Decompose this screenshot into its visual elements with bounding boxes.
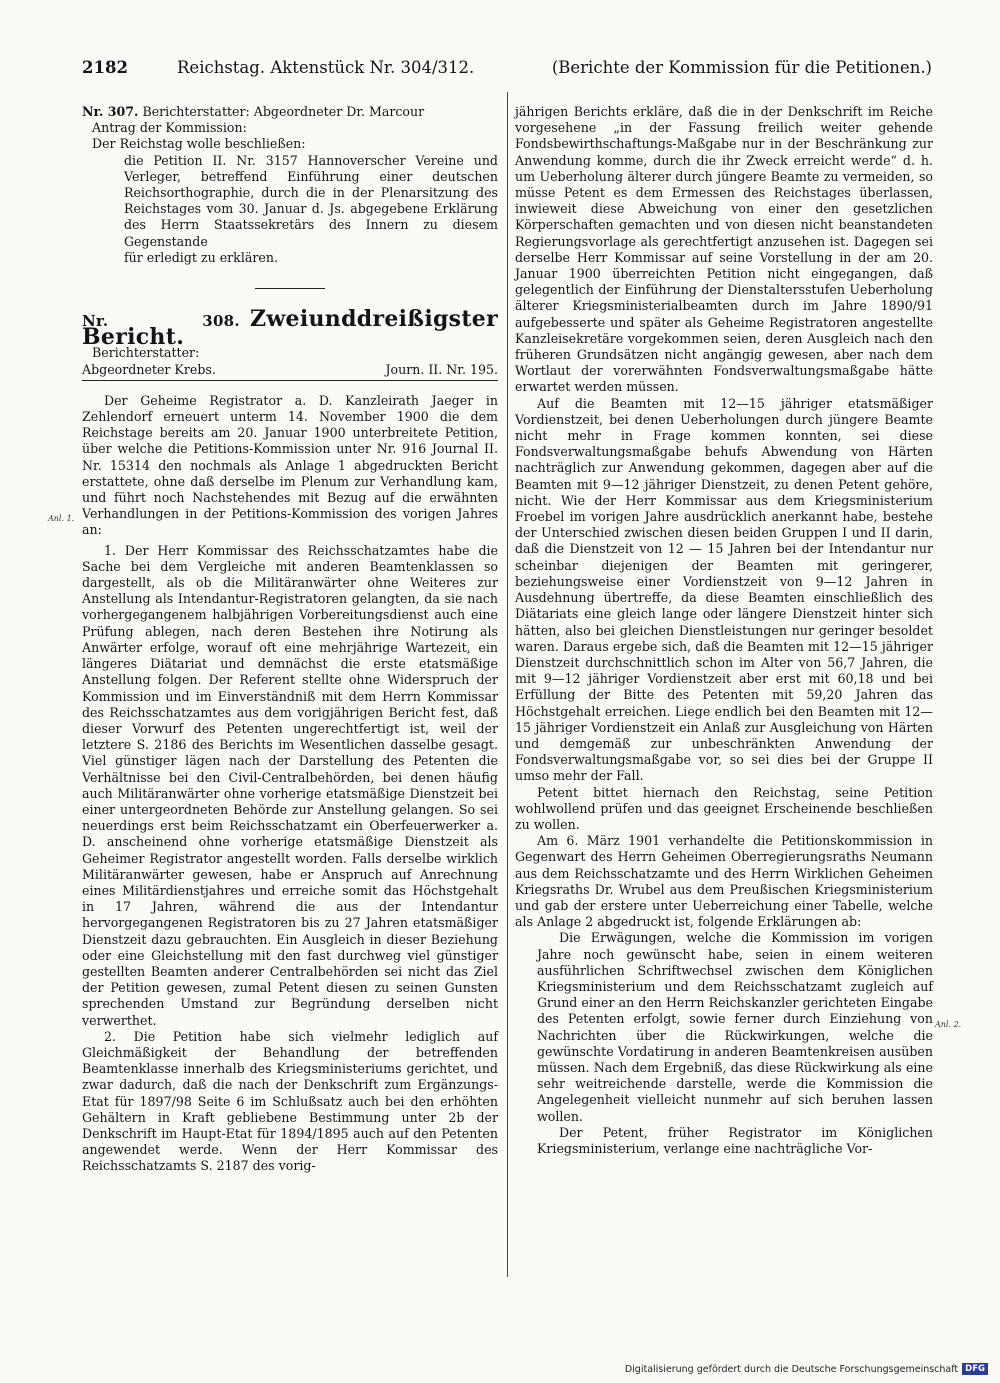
nr308-rapporteur-row (82, 362, 498, 378)
nr307-body: die Petition II. Nr. 3157 Hannoverscher Vereine und Verleger, betreffend Einführung einer deutschen Reichsorthographie, durch die in der Plenarsitzung des Reichstages vom 30. Januar d. Js. abgegebene Erklärung des Herrn Staatssekretärs des Innern zu diesem Gegenstande (124, 152, 498, 249)
right-paragraph-1: jährigen Berichts erkläre, daß die in der Denkschrift im Reiche vorgesehene „in der Fassung freilich weiter gehende Fondsbewirthschaftungs-Maßgabe nur in der Beschränkung zur Anwendung komme, durch die ihr Zweck erreicht werde“ d. h. um Ueberholung älterer durch jüngere Beamte zu vermeiden, so müsse Petent es dem Ermessen des Reichstages überlassen, inwieweit diese Abweichung von einer den gesetzlichen Körperschaften gemachten und von diesen nicht beanstandeten Regierungsvorlage als gerechtfertigt anzusehen ist. Dagegen sei derselbe Herr Kommissar auf seine Vorstellung in der am 20. Januar 1900 überreichten Petition nicht eingegangen, daß gelegentlich der Einführung der Dienstaltersstufen Ueberholung älterer Kriegsministerialbeamten durch im Jahre 1890/91 aufgebesserte und später als Geheime Registratoren angestellte Kanzleisekretäre vorgekommen seien, deren Ausgleich nach den früheren Grundsätzen nicht angängig gewesen, aber nach dem Wortlaut der vorerwähnten Fondsverwaltungsmaßgabe hätte erwartet werden müssen. (515, 104, 933, 395)
nr307-antrag: Antrag der Kommission: (92, 120, 247, 136)
right-paragraph-5: Die Erwägungen, welche die Kommission im vorigen Jahre noch gewünscht habe, seien in einem weiteren ausführlichen Schriftwechsel zwischen dem Königlichen Kriegsministerium und dem Reichsschatzamt zugleich auf Grund einer an den Herrn Reichskanzler gerichteten Eingabe des Petenten erfolgt, sowie ferner durch Einziehung von Nachrichten über die Rückwirkungen, welche die gewünschte Vordatirung in anderen Beamtenkreisen ausüben müssen. Nach dem Ergebniß, das diese Rückwirkung als eine sehr weitreichende darstelle, werde die Kommission die Angelegenheit vielleicht nunmehr auf sich beruhen lassen wollen. (537, 930, 933, 1124)
nr308-rapporteur-label: Berichterstatter: (92, 345, 200, 361)
point-2-paragraph: 2. Die Petition habe sich vielmehr lediglich auf Gleichmäßigkeit der Behandlung der betreffenden Beamtenklasse innerhalb des Kriegsministeriums gerichtet, und zwar dadurch, daß die nach der Denkschrift zum Ergänzungs-Etat für 1897/98 Seite 6 im Schlußsatz auch bei den erhöhten Gehältern in Kraft gebliebene Bestimmung unter 2b der Denkschrift im Haupt-Etat für 1894/1895 auch auf den Petenten angewendet werde. Wenn der Herr Kommissar des Reichsschatzamts S. 2187 des vorig- (82, 1028, 498, 1174)
right-column (515, 104, 933, 1157)
right-paragraph-3: Petent bittet hiernach den Reichstag, seine Petition wohlwollend prüfen und das geeignet Erscheinende beschließen zu wollen. (515, 784, 933, 832)
nr308-rapporteur-name: Abgeordneter Krebs. (82, 361, 216, 377)
nr307-label: Nr. 307. (82, 104, 139, 119)
margin-note-anlage-1: Anl. 1. (48, 514, 75, 523)
right-paragraph-6: Der Petent, früher Registrator im Königlichen Kriegsministerium, verlange eine nachträgliche Vor- (537, 1124, 933, 1156)
nr308-heading (82, 306, 498, 351)
right-paragraph-4: Am 6. März 1901 verhandelte die Petitionskommission in Gegenwart des Herrn Geheimen Oberregierungsraths Neumann aus dem Reichsschatzamte und des Herrn Wirklichen Geheimen Kriegsraths Dr. Wrubel aus dem Preußischen Kriegsministerium und gab der erstere unter Ueberreichung einer Tabelle, welche als Anlage 2 abgedruckt ist, folgende Erklärungen ab: (515, 833, 933, 930)
section-separator (255, 288, 325, 289)
column-divider (507, 92, 508, 1277)
nr307-heading (82, 104, 498, 120)
right-paragraph-2: Auf die Beamten mit 12—15 jähriger etatsmäßiger Vordienstzeit, bei denen Ueberholungen durch jüngere Beamte nicht mehr in Frage kommen konnten, sei diese Fondsverwaltungsmaßgabe behufs Abwendung von Härten nachträglich zur Anwendung gekommen, dagegen aber auf die Beamten mit 9—12 jähriger Dienstzeit, zu denen Petent gehöre, nicht. Wie der Herr Kommissar aus dem Kriegsministerium Froebel im vorigen Jahre ausdrücklich anerkannt habe, bestehe der Unterschied zwischen diesen beiden Gruppen I und II darin, daß die Dienstzeit von 12 — 15 Jahren bei der Intendantur nur scheinbar diejenigen der Beamten mit geringerer, beziehungsweise einer Vordienstzeit von 9—12 Jahren in Ausdehnung übertreffe, da diese Beamten einschließlich des Diätariats eine gleich lange oder längere Dienstzeit hinter sich hätten, also bei gleichen Dienstleistungen nur geringer besoldet waren. Daraus ergebe sich, daß die Beamten mit 12—15 jähriger Dienstzeit durchschnittlich schon im Alter von 56,7 Jahren, die mit 9—12 jähriger Vordienstzeit aber erst mit 60,18 und bei Erfüllung der Bitte des Petenten mit 59,20 Jahren das Höchstgehalt erreichen. Liege endlich bei den Beamten mit 12—15 jähriger Vordienstzeit ein Anlaß zur Ausgleichung von Härten und demgemäß zur unbeschränkten Anwendung der Fondsverwaltungsmaßgabe vor, so sei dies bei der Gruppe II umso mehr der Fall. (515, 395, 933, 784)
nr307-rapporteur: Berichterstatter: Abgeordneter Dr. Marcour (142, 104, 425, 119)
nr307-closing: für erledigt zu erklären. (124, 249, 278, 265)
footer-credit (625, 1363, 988, 1375)
intro-paragraph: Der Geheime Registrator a. D. Kanzleirath Jaeger in Zehlendorf erneuert unterm 14. November 1900 die dem Reichstage bereits am 20. Januar 1900 unterbreitete Petition, über welche die Petitions-Kommission unter Nr. 916 Journal II. Nr. 15314 den nochmals als Anlage 1 abgedruckten Bericht erstattete, ohne daß derselbe im Plenum zur Verhandlung kam, und führt noch Nachstehendes mit Bezug auf die erwähnten Verhandlungen in der Petitions-Kommission des vorigen Jahres an: (82, 392, 498, 538)
page-number: 2182 (82, 58, 128, 77)
footer-text: Digitalisierung gefördert durch die Deutsche Forschungsgemeinschaft (624, 1363, 959, 1375)
running-subtitle: (Berichte der Kommission für die Petitionen.) (551, 58, 932, 77)
running-title: Reichstag. Aktenstück Nr. 304/312. (177, 58, 475, 77)
report-rule (82, 380, 498, 381)
point-1-paragraph: 1. Der Herr Kommissar des Reichsschatzamtes habe die Sache bei dem Vergleiche mit anderen Beamtenklassen so dargestellt, als ob die Militäranwärter ohne Weiteres zur Anstellung als Intendantur-Registratoren gelangten, da sie nach vorhergegangenem halbjährigen Vorbereitungsdienst auch eine Prüfung ablegen, nach deren Bestehen ihre Notirung als Anwärter erfolge, worauf oft eine mehrjährige Wartezeit, ein längeres Diätariat und demnächst die erste etatsmäßige Anstellung folgen. Der Referent stellte ohne Widerspruch der Kommission und im Einverständniß mit dem Herrn Kommissar des Reichsschatzamtes aus dem vorigjährigen Bericht fest, daß dieser Vorwurf des Petenten ungerechtfertigt ist, weil der letztere S. 2186 des Berichts im Wesentlichen dasselbe gesagt. Viel günstiger lägen nach der Darstellung des Petenten die Verhältnisse bei den Civil-Centralbehörden, bei denen häufig auch Militäranwärter ohne vorherige etatsmäßige Dienstzeit bei einer untergeordneten Behörde zur Anstellung gelangen. So sei neuerdings erst beim Reichsschatzamt ein Oberfeuerwerker a. D. anscheinend ohne vorherige etatsmäßige Dienstzeit als Geheimer Registrator angestellt worden. Falls derselbe wirklich Militäranwärter gewesen, habe er Anspruch auf Anrechnung eines Militärdienstjahres und erreiche somit das Höchstgehalt in 17 Jahren, während die aus der Intendantur hervorgegangenen Registratoren bis zu 27 Jahren etatsmäßiger Dienstzeit dazu gebrauchten. Ein Ausgleich in dieser Beziehung oder eine Gleichstellung mit den fast durchweg viel günstiger gestellten Beamten anderer Centralbehörden sei nicht das Ziel der Petition gewesen, zumal Petent diesen zu seinen Gunsten sprechenden Umstand zur Begründung derselben nicht verwerthet. (82, 542, 498, 1028)
nr308-title: Zweiunddreißigster Bericht. (82, 306, 498, 351)
dfg-logo: DFG (962, 1363, 988, 1375)
nr307-beschliessen: Der Reichstag wolle beschließen: (92, 136, 306, 152)
left-column (82, 104, 498, 1175)
nr308-journal: Journ. II. Nr. 195. (385, 361, 498, 377)
margin-note-anlage-2: Anl. 2. (935, 1020, 962, 1029)
nr308-label: Nr. 308. (82, 312, 240, 331)
page-header (82, 58, 932, 80)
